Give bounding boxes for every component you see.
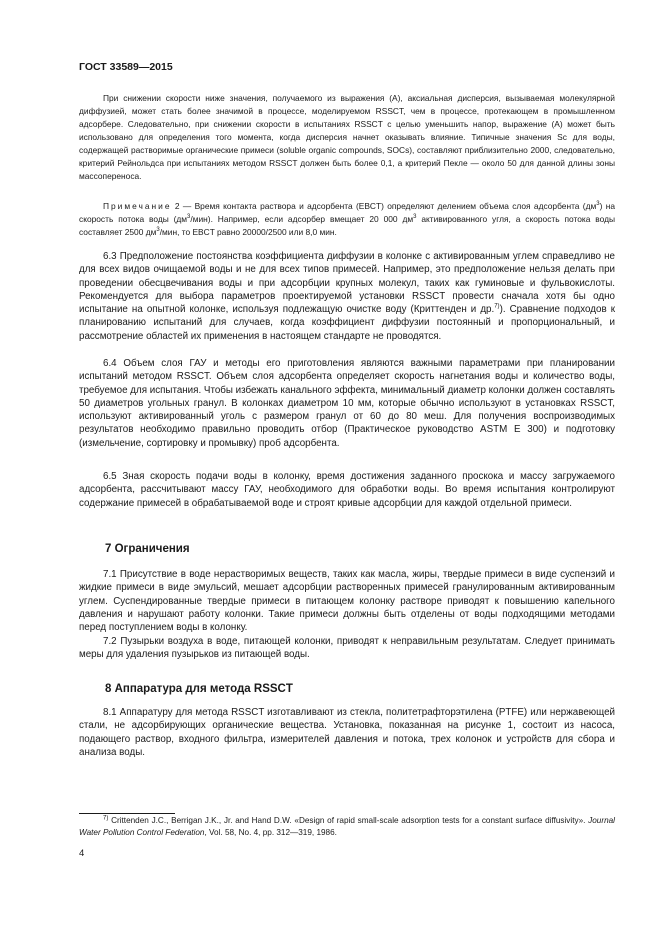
clause-6-4-paragraph: 6.4 Объем слоя ГАУ и методы его приготовления являются важными параметрами при планировании испытаний методом RSSCT. Объем слоя адсорбента определяет скорость нагнетания воды и количество воды, требуемое для испытания. Чтобы избежать канального эффекта, минимальный диаметр колонки должен составлять 50 диаметров угольных гранул. В колонках диаметром 10 мм, которые обычно используют в установках RSSCT, используют активированный уголь с размером гранул от 60 до 80 меш. Для получения воспроизводимых результатов необходимо правильно проводить отбор (Практическое руководство ASTM E 300) и подготовку (измельчение, сортировку и промывку) проб адсорбента.	[79, 358, 615, 449]
footnote	[79, 815, 615, 839]
note-sup-2: 3	[187, 214, 191, 221]
footnote-text-b: , Vol. 58, No. 4, pp. 312—319, 1986.	[204, 828, 337, 837]
section-7-heading: 7 Ограничения	[105, 543, 190, 555]
clause-7-2	[79, 635, 615, 662]
clause-6-3-paragraph	[79, 250, 615, 343]
clause-6-3	[79, 250, 615, 343]
note-text-c: /мин). Например, если адсорбер вмещает 20 000 дм	[190, 214, 414, 224]
note-text-b: ) на скорость потока воды (дм	[79, 201, 616, 224]
section-8-heading: 8 Аппаратура для метода RSSCT	[105, 683, 293, 695]
clause-8-1-paragraph: 8.1 Аппаратуру для метода RSSCT изготавливают из стекла, политетрафторэтилена (PTFE) или нержавеющей стали, не адсорбирующих органические вещества. Установка, показанная на рисунке 1, состоит из насоса, подающего раствор, входного фильтра, измерителей давления и потока, трех колонок и устройств для сбора и анализа воды.	[79, 707, 615, 758]
note-text-e: /мин, то EBCT равно 20000/2500 или 8,0 мин.	[159, 227, 337, 237]
note-number: 2	[174, 201, 180, 211]
clause-6-3-text-a: 6.3 Предположение постоянства коэффициента диффузии в колонке с активированным углем справедливо не для всех видов очищаемой воды и не для всех типов примесей. Например, это предположение нельзя делать при проведении обесцвечивания воды и при адсорбции крупных молекул, таких как гуминовые и фульвокислоты. Рекомендуется для выбора параметров проектируемой установки RSSCT провести сначала хотя бы одно испытание на опытной колонке, используя подлежащую очистке воду (Криттенден и др.	[79, 251, 615, 316]
page-number: 4	[79, 848, 85, 859]
note-paragraph	[79, 200, 615, 239]
clause-6-4	[79, 357, 615, 450]
note-block	[79, 200, 615, 239]
clause-7-2-paragraph: 7.2 Пузырьки воздуха в воде, питающей колонки, приводят к неправильным результатам. Следует принимать меры для удаления пузырьков из питающей воды.	[79, 636, 615, 661]
standard-header: ГОСТ 33589—2015	[79, 61, 173, 73]
footnote-divider	[79, 813, 175, 814]
note-sup-1: 3	[596, 201, 600, 208]
footnote-text-a: Crittenden J.C., Berrigan J.K., Jr. and Hand D.W. «Design of rapid small-scale adsorption tests for a constant surface diffusivity».	[108, 816, 589, 825]
footnote-journal: Journal Water Pollution Control Federation	[79, 816, 615, 837]
clause-6-3-text-b: ). Сравнение подходов к планированию испытаний для случаев, когда коэффициент диффузии постоянный и пропорциональный, и рассмотрение областей их применения в настоящем стандарте не проводятся.	[79, 304, 615, 342]
note-sup-4: 3	[156, 227, 160, 234]
footnote-ref-7: 7)	[494, 303, 500, 310]
intro-paragraph: При снижении скорости ниже значения, получаемого из выражения (А), аксиальная дисперсия, вызываемая молекулярной диффузией, может стать более значимой в процессе, моделируемом RSSCT, чем в процессе, протекающем в промышленном адсорбере. Следовательно, при снижении скорости в испытаниях RSSCT с целью уменьшить напор, выражение (А) может быть использовано для определения того момента, когда дисперсия начнет оказывать влияние. Типичные значения Sc для воды, содержащей растворимые органические примеси (soluble organic compounds, SOCs), составляют приблизительно 2000, следовательно, критерий Рейнольдса при испытаниях методом RSSCT должен быть более 0,1, а критерий Пекле — около 50 для данной длины зоны массопереноса.	[79, 93, 615, 181]
clause-6-5	[79, 470, 615, 510]
note-text-d: активированного угля, а скорость потока воды составляет 2500 дм	[79, 214, 616, 237]
clause-7-1-paragraph: 7.1 Присутствие в воде нерастворимых веществ, таких как масла, жиры, твердые примеси в виде суспензий и жидкие примеси в виде эмульсий, мешает адсорбции растворенных примесей гранулированным активированным углем. Суспендированные твердые примеси в питающем колонку растворе приводят к повышению капельного давления и нарушают работу колонки. Такие примеси должны быть отделены от воды подходящими методами перед поступлением воды в колонку.	[79, 569, 615, 634]
footnote-paragraph	[79, 815, 615, 839]
note-sup-3: 3	[413, 214, 417, 221]
footnote-marker: 7)	[103, 815, 109, 822]
intro-block	[79, 92, 615, 183]
note-label: Примечание	[103, 201, 172, 211]
clause-8-1	[79, 706, 615, 759]
clause-6-5-paragraph: 6.5 Зная скорость подачи воды в колонку, время достижения заданного проскока и массу загружаемого адсорбента, рассчитывают массу ГАУ, необходимого для обработки воды. Во время испытания контролируют содержание примесей в обрабатываемой воде и строят кривые адсорбции для каждой отдельной примеси.	[79, 471, 615, 509]
note-text-a: — Время контакта раствора и адсорбента (EBCT) определяют делением объема слоя адсорбента (дм	[179, 201, 597, 211]
clause-7-1	[79, 568, 615, 634]
